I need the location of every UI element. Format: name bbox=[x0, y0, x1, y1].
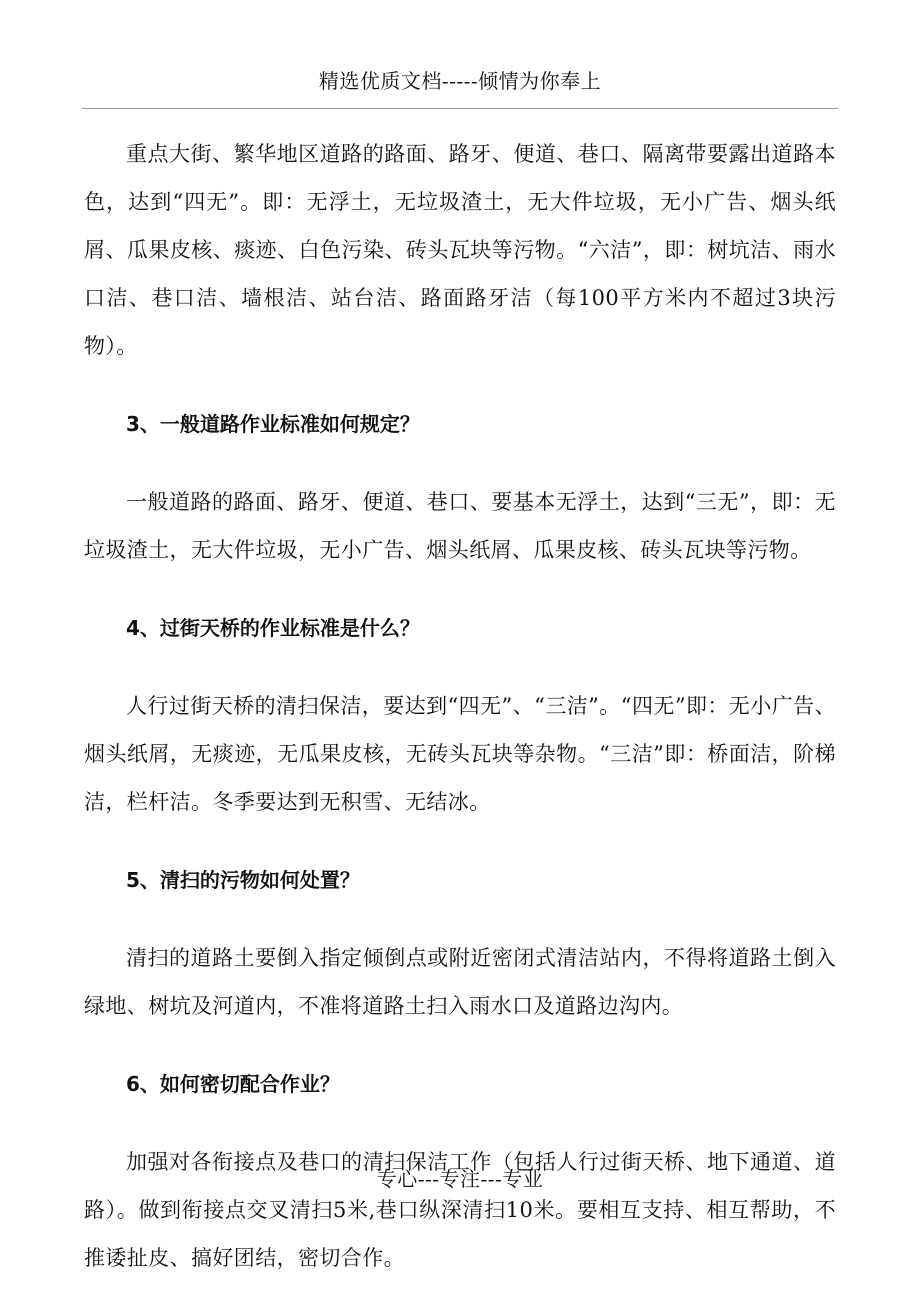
question-heading-6: 6、如何密切配合作业？ bbox=[126, 1072, 340, 1096]
header-divider bbox=[82, 108, 838, 109]
spacer bbox=[84, 574, 836, 604]
paragraph-waste-disposal: 清扫的道路土要倒入指定倾倒点或附近密闭式清洁站内，不得将道路土倒入绿地、树坑及河道内，不准将道路土扫入雨水口及道路边沟内。 bbox=[84, 946, 836, 1018]
spacer bbox=[84, 1030, 836, 1060]
paragraph-general-roads: 一般道路的路面、路牙、便道、巷口、要基本无浮土，达到“三无”，即：无垃圾渣土，无大件垃圾，无小广告、烟头纸屑、瓜果皮核、砖头瓦块等污物。 bbox=[84, 490, 836, 562]
spacer bbox=[84, 370, 836, 400]
question-heading-4: 4、过街天桥的作业标准是什么？ bbox=[126, 616, 420, 640]
spacer bbox=[84, 904, 836, 934]
spacer bbox=[84, 826, 836, 856]
paragraph-pedestrian-bridges: 人行过街天桥的清扫保洁，要达到“四无”、“三洁”。“四无”即：无小广告、烟头纸屑，无痰迹，无瓜果皮核，无砖头瓦块等杂物。“三洁”即：桥面洁，阶梯洁，栏杆洁。冬季要达到无积雪、无结冰。 bbox=[84, 694, 836, 814]
paragraph-standards-main-streets: 重点大街、繁华地区道路的路面、路牙、便道、巷口、隔离带要露出道路本色，达到“四无”。即：无浮土，无垃圾渣土，无大件垃圾，无小广告、烟头纸屑、瓜果皮核、痰迹、白色污染、砖头瓦块等污物。“六洁”，即：树坑洁、雨水口洁、巷口洁、墙根洁、站台洁、路面路牙洁（每100平方米内不超过3块污物）。 bbox=[84, 142, 836, 358]
spacer bbox=[84, 448, 836, 478]
page-footer: 专心---专注---专业 bbox=[376, 1167, 544, 1191]
page-header: 精选优质文档-----倾情为你奉上 bbox=[318, 69, 602, 93]
question-heading-3: 3、一般道路作业标准如何规定？ bbox=[126, 412, 420, 436]
spacer bbox=[84, 652, 836, 682]
paragraph-cooperation: 加强对各衔接点及巷口的清扫保洁工作（包括人行过街天桥、地下通道、道路）。做到衔接点交叉清扫5米,巷口纵深清扫10米。要相互支持、相互帮助，不推诿扯皮、搞好团结，密切合作。 bbox=[84, 1150, 836, 1270]
spacer bbox=[84, 1108, 836, 1138]
question-heading-5: 5、清扫的污物如何处置？ bbox=[126, 868, 360, 892]
document-body bbox=[84, 130, 836, 1282]
